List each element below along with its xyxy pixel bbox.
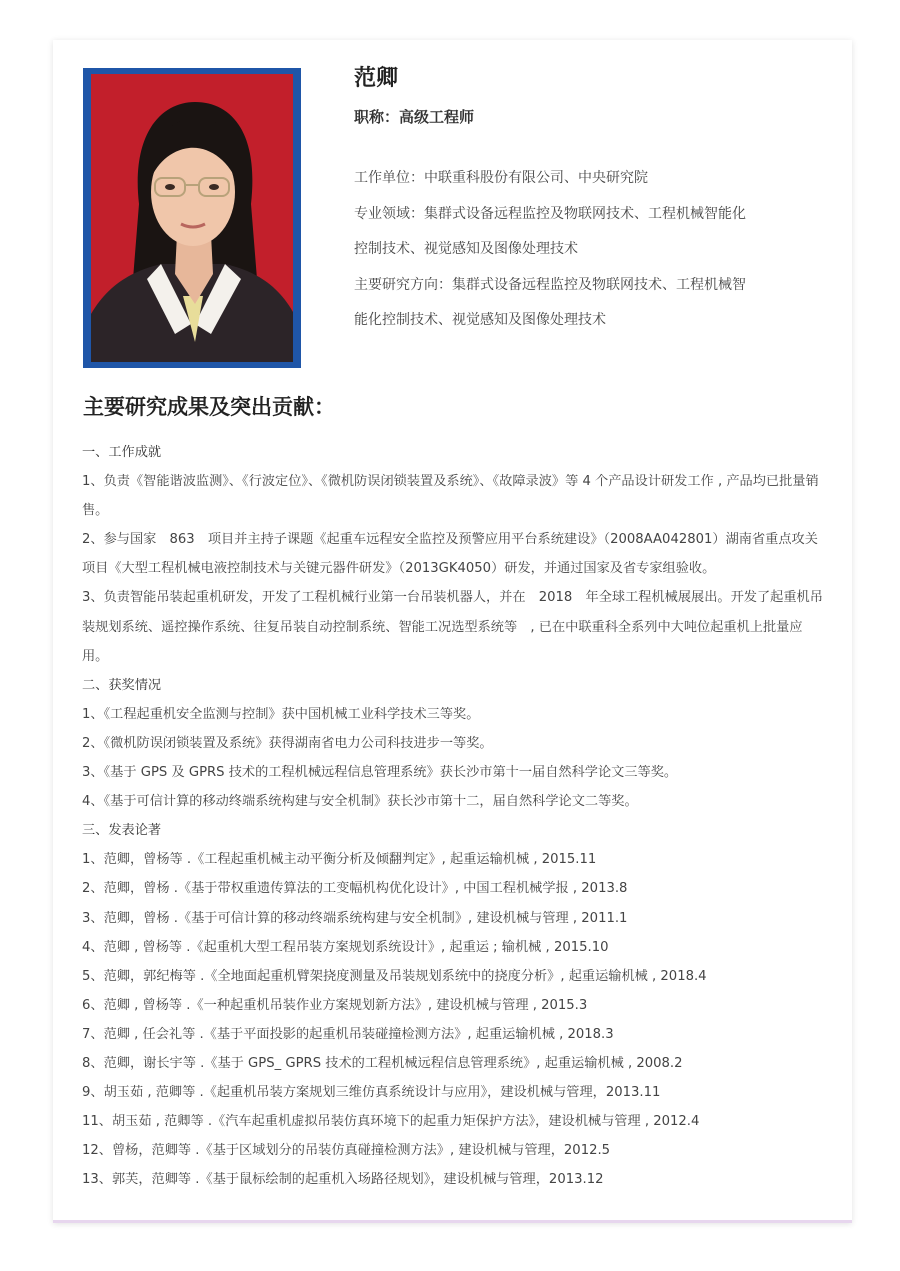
- profile-info: [354, 64, 824, 339]
- list-item: 2、《微机防误闭锁装置及系统》获得湖南省电力公司科技进步一等奖。: [82, 735, 493, 751]
- list-item: 11、胡玉茹 , 范卿等 .《汽车起重机虚拟吊装仿真环境下的起重力矩保护方法》，建设机械与管理 , 2012.4: [82, 1114, 700, 1130]
- research-direction-line-2: 能化控制技术、视觉感知及图像处理技术: [354, 312, 606, 328]
- section-title: 三、发表论著: [82, 823, 162, 839]
- list-item: 3、负责智能吊装起重机研发，开发了工程机械行业第一台吊装机器人，并在 2018 年全球工程机械展展出。开发了起重机吊装规划系统、遥控操作系统、往复吊装自动控制系统、智能工况选型系统等 , 已在中联重科全系列中大吨位起重机上批量应用。: [82, 590, 823, 664]
- main-heading: 主要研究成果及突出贡献：: [83, 395, 335, 419]
- section-title: 一、工作成就: [82, 445, 162, 460]
- professional-title: 职称：高级工程师: [354, 108, 475, 126]
- list-item: 1、范卿，曾杨等 .《工程起重机械主动平衡分析及倾翻判定》, 起重运输机械 , 2015.11: [82, 852, 597, 868]
- list-item: 4、范卿 , 曾杨等 .《起重机大型工程吊装方案规划系统设计》, 起重运 ; 输机械 , 2015.10: [82, 939, 609, 955]
- list-item: 8、范卿，谢长宇等 .《基于 GPS_ GPRS 技术的工程机械远程信息管理系统》, 起重运输机械 , 2008.2: [82, 1055, 683, 1071]
- list-item: 3、范卿，曾杨 .《基于可信计算的移动终端系统构建与安全机制》, 建设机械与管理 , 2011.1: [82, 910, 628, 926]
- list-item: 12、曾杨，范卿等 .《基于区域划分的吊装仿真碰撞检测方法》, 建设机械与管理，2012.5: [82, 1143, 611, 1159]
- section-title: 二、获奖情况: [82, 677, 162, 693]
- list-item: 6、范卿 , 曾杨等 .《一种起重机吊装作业方案规划新方法》, 建设机械与管理 , 2015.3: [82, 997, 588, 1013]
- list-item: 7、范卿 , 任会礼等 .《基于平面投影的起重机吊装碰撞检测方法》, 起重运输机械 , 2018.3: [82, 1026, 614, 1042]
- person-name: 范卿: [354, 66, 399, 91]
- list-item: 3、《基于 GPS 及 GPRS 技术的工程机械远程信息管理系统》获长沙市第十一届自然科学论文三等奖。: [82, 765, 678, 781]
- list-item: 1、负责《智能谐波监测》、《行波定位》、《微机防误闭锁装置及系统》、《故障录波》等 4 个产品设计研发工作 , 产品均已批量销售。: [82, 474, 819, 519]
- professional-field-line-1: 专业领域：集群式设备远程监控及物联网技术、工程机械智能化: [354, 205, 746, 222]
- list-item: 5、范卿，郭纪梅等 .《全地面起重机臂架挠度测量及吊装规划系统中的挠度分析》, 起重运输机械 , 2018.4: [82, 968, 707, 984]
- list-item: 2、参与国家 863 项目并主持子课题《起重车远程安全监控及预警应用平台系统建设》（2008AA042801）湖南省重点攻关项目《大型工程机械电液控制技术与关键元器件研发》（2013GK4050）研发，并通过国家及省专家组验收。: [82, 532, 818, 577]
- portrait-photo: [91, 74, 293, 362]
- list-item: 13、郭芙，范卿等 .《基于鼠标绘制的起重机入场路径规划》，建设机械与管理，2013.12: [82, 1172, 604, 1188]
- list-item: 9、胡玉茹 , 范卿等 .《起重机吊装方案规划三维仿真系统设计与应用》，建设机械与管理，2013.11: [82, 1085, 661, 1101]
- professional-field-line-2: 控制技术、视觉感知及图像处理技术: [354, 241, 578, 257]
- achievements-body: [82, 438, 824, 1194]
- list-item: 2、范卿，曾杨 .《基于带权重遗传算法的工变幅机构优化设计》, 中国工程机械学报 , 2013.8: [82, 881, 628, 897]
- research-direction-line-1: 主要研究方向：集群式设备远程监控及物联网技术、工程机械智: [354, 276, 746, 293]
- list-item: 1、《工程起重机安全监测与控制》获中国机械工业科学技术三等奖。: [82, 706, 480, 722]
- list-item: 4、《基于可信计算的移动终端系统构建与安全机制》获长沙市第十二，届自然科学论文二等奖。: [82, 794, 638, 810]
- profile-card: [53, 40, 852, 1223]
- portrait-frame: [83, 68, 301, 368]
- work-unit: 工作单位：中联重科股份有限公司、中央研究院: [354, 170, 648, 186]
- profile-details: [354, 161, 824, 339]
